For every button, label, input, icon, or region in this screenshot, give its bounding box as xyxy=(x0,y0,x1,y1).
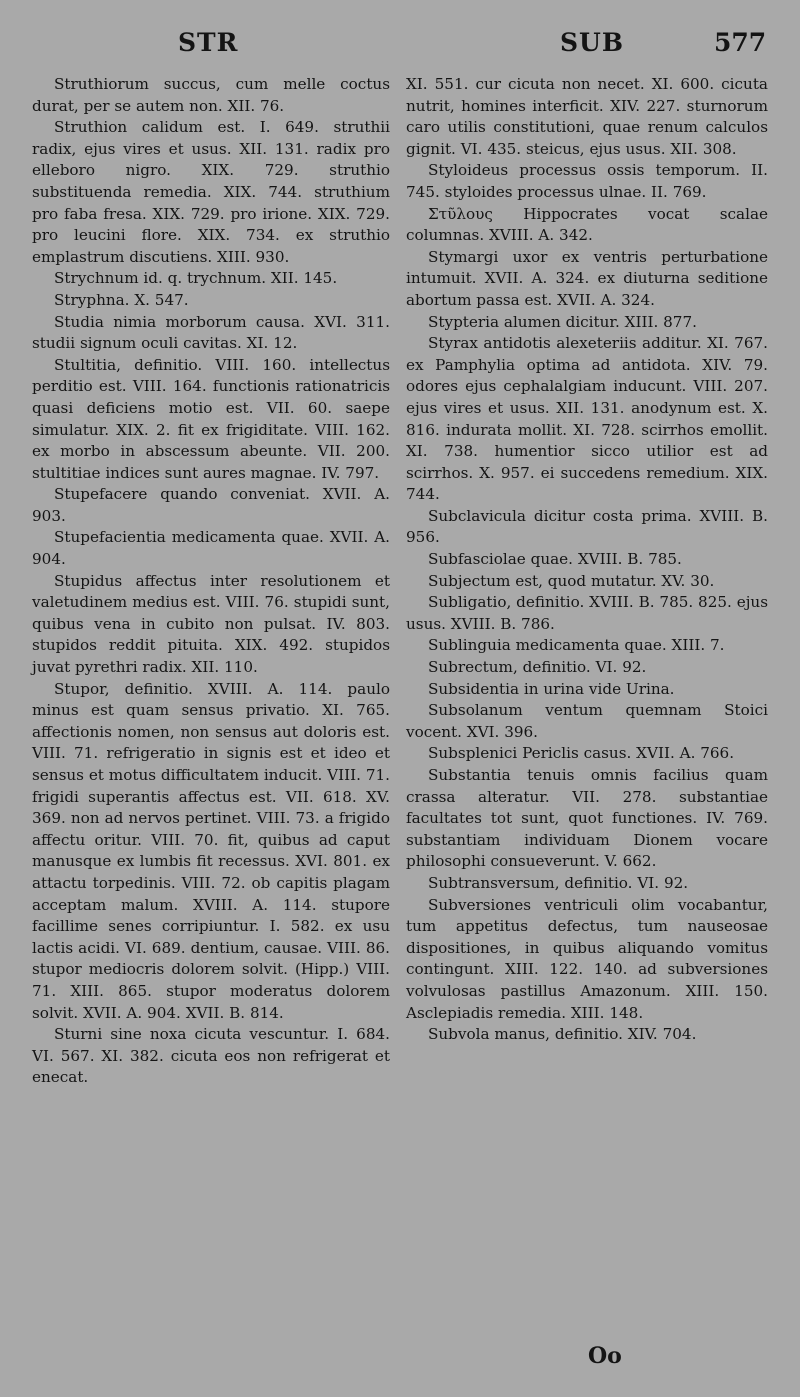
entry: Substantia tenuis omnis facilius quam crassa alteratur. VII. 278. substantiae facultates tot sunt, quot functiones. IV. 769. substantiam individuam Dionem vocare philosophi consueverunt. V. 662. xyxy=(406,766,768,871)
entry: Styloideus processus ossis temporum. II. 745. styloides processus ulnae. II. 769. xyxy=(406,161,768,201)
page-number: 577 xyxy=(714,28,767,57)
entry: XI. 551. cur cicuta non necet. XI. 600. cicuta nutrit, homines interficit. XIV. 227. sturnorum caro utilis constitutioni, quae renum calculos gignit. VI. 435. steicus, ejus usus. XII. 308. xyxy=(406,75,768,158)
entry: Subfasciolae quae. XVIII. B. 785. xyxy=(428,550,682,569)
entry: Stypteria alumen dicitur. XIII. 877. xyxy=(428,312,697,331)
entry: Styrax antidotis alexeteriis additur. XI. 767. ex Pamphylia optima ad antidota. XIV. 79. odores ejus cephalalgiam inducunt. VIII. 207. ejus vires et usus. XII. 131. anodynum est. X. 816. indurata mollit. XI. 728. scirrhos emollit. XI. 738. humentior sicco utilior est ad scirrhos. X. 957. ei succedens remedium. XIX. 744. xyxy=(406,334,768,504)
entry: Subsplenici Periclis casus. XVII. A. 766. xyxy=(428,744,735,763)
entry: Stupidus affectus inter resolutionem et valetudinem medius est. VIII. 76. stupidi sunt, quibus vena in cubito non pulsat. IV. 803. stupidos reddit pituita. XIX. 492. stupidos juvat pyrethri radix. XII. 110. xyxy=(32,571,390,677)
entry: Stymargi uxor ex ventris perturbatione intumuit. XVII. A. 324. ex diuturna seditione abortum passa est. XVII. A. 324. xyxy=(406,247,768,309)
entry: Struthion calidum est. I. 649. struthii radix, ejus vires et usus. XII. 131. radix pro elleboro nigro. XIX. 729. struthio substituenda remedia. XIX. 744. struthium pro faba fresa. XIX. 729. pro irione. XIX. 729. pro leucini flore. XIX. 734. ex struthio emplastrum discutiens. XIII. 930. xyxy=(32,118,390,266)
entry: Subversiones ventriculi olim vocabantur, tum appetitus defectus, tum nauseosae dispositiones, in quibus aliquando vomitus contingunt. XIII. 122. 140. ad subversiones volvulosas pastillus Amazonum. XIII. 150. Asclepiadis remedia. XIII. 148. xyxy=(406,895,768,1022)
header-right-word: SUB xyxy=(560,28,624,57)
entry: Subtransversum, definitio. VI. 92. xyxy=(428,873,689,892)
entry: Subligatio, definitio. XVIII. B. 785. 825. ejus usus. XVIII. B. 786. xyxy=(406,593,768,633)
entry: Subjectum est, quod mutatur. XV. 30. xyxy=(428,571,715,590)
entry: Subsolanum ventum quemnam Stoici vocent. XVI. 396. xyxy=(406,701,768,741)
entry: Struthiorum succus, cum melle coctus durat, per se autem non. XII. 76. xyxy=(32,75,390,115)
entry: Subsidentia in urina vide Urina. xyxy=(428,679,675,698)
entry: Subrectum, definitio. VI. 92. xyxy=(428,658,647,677)
entry: Subclavicula dicitur costa prima. XVIII. B. 956. xyxy=(406,506,768,547)
left-column xyxy=(32,74,390,1089)
entry: Sturni sine noxa cicuta vescuntur. I. 684. VI. 567. XI. 382. cicuta eos non refrigerat et enecat. xyxy=(32,1025,390,1087)
running-header xyxy=(0,28,800,64)
printer-signature: Oo xyxy=(588,1343,622,1369)
entry: Στῦλους Hippocrates vocat scalae columnas. XVIII. A. 342. xyxy=(406,204,768,245)
entry: Studia nimia morborum causa. XVI. 311. studii signum oculi cavitas. XI. 12. xyxy=(32,312,390,353)
right-column xyxy=(406,74,768,1046)
entry: Subvola manus, definitio. XIV. 704. xyxy=(428,1025,697,1044)
entry: Stupefacere quando conveniat. XVII. A. 903. xyxy=(32,485,390,525)
entry: Stupor, definitio. XVIII. A. 114. paulo minus est quam sensus privatio. XI. 765. affectionis nomen, non sensus aut doloris est. VIII. 71. refrigeratio in signis est et ideo et sensus et motus difficultatem inducit. VIII. 71. frigidi superantis affectus est. VII. 618. XV. 369. non ad nervos pertinet. VIII. 73. a frigido affectu oritur. VIII. 70. fit, quibus ad caput manusque ex lumbis fit recessus. XVI. 801. ex attactu torpedinis. VIII. 72. ob capitis plagam acceptam malum. XVIII. A. 114. stupore facillime senes corripiuntur. I. 582. ex usu lactis acidi. VI. 689. dentium, causae. VIII. 86. stupor mediocris dolorem solvit. (Hipp.) VIII. 71. XIII. 865. stupor moderatus dolorem solvit. XVII. A. 904. XVII. B. 814. xyxy=(32,679,390,1022)
entry: Sublinguia medicamenta quae. XIII. 7. xyxy=(428,636,725,655)
entry: Strychnum id. q. trychnum. XII. 145. xyxy=(54,269,338,288)
entry: Stryphna. X. 547. xyxy=(54,290,189,309)
entry: Stupefacientia medicamenta quae. XVII. A. 904. xyxy=(32,528,390,569)
entry: Stultitia, definitio. VIII. 160. intellectus perditio est. VIII. 164. functionis rationatricis quasi deficiens motio est. VII. 60. saepe simulatur. XIX. 2. fit ex frigiditate. VIII. 162. ex morbo in abscessum abeunte. VII. 200. stultitiae indices sunt aures magnae. IV. 797. xyxy=(32,355,390,482)
header-left-word: STR xyxy=(178,28,239,57)
